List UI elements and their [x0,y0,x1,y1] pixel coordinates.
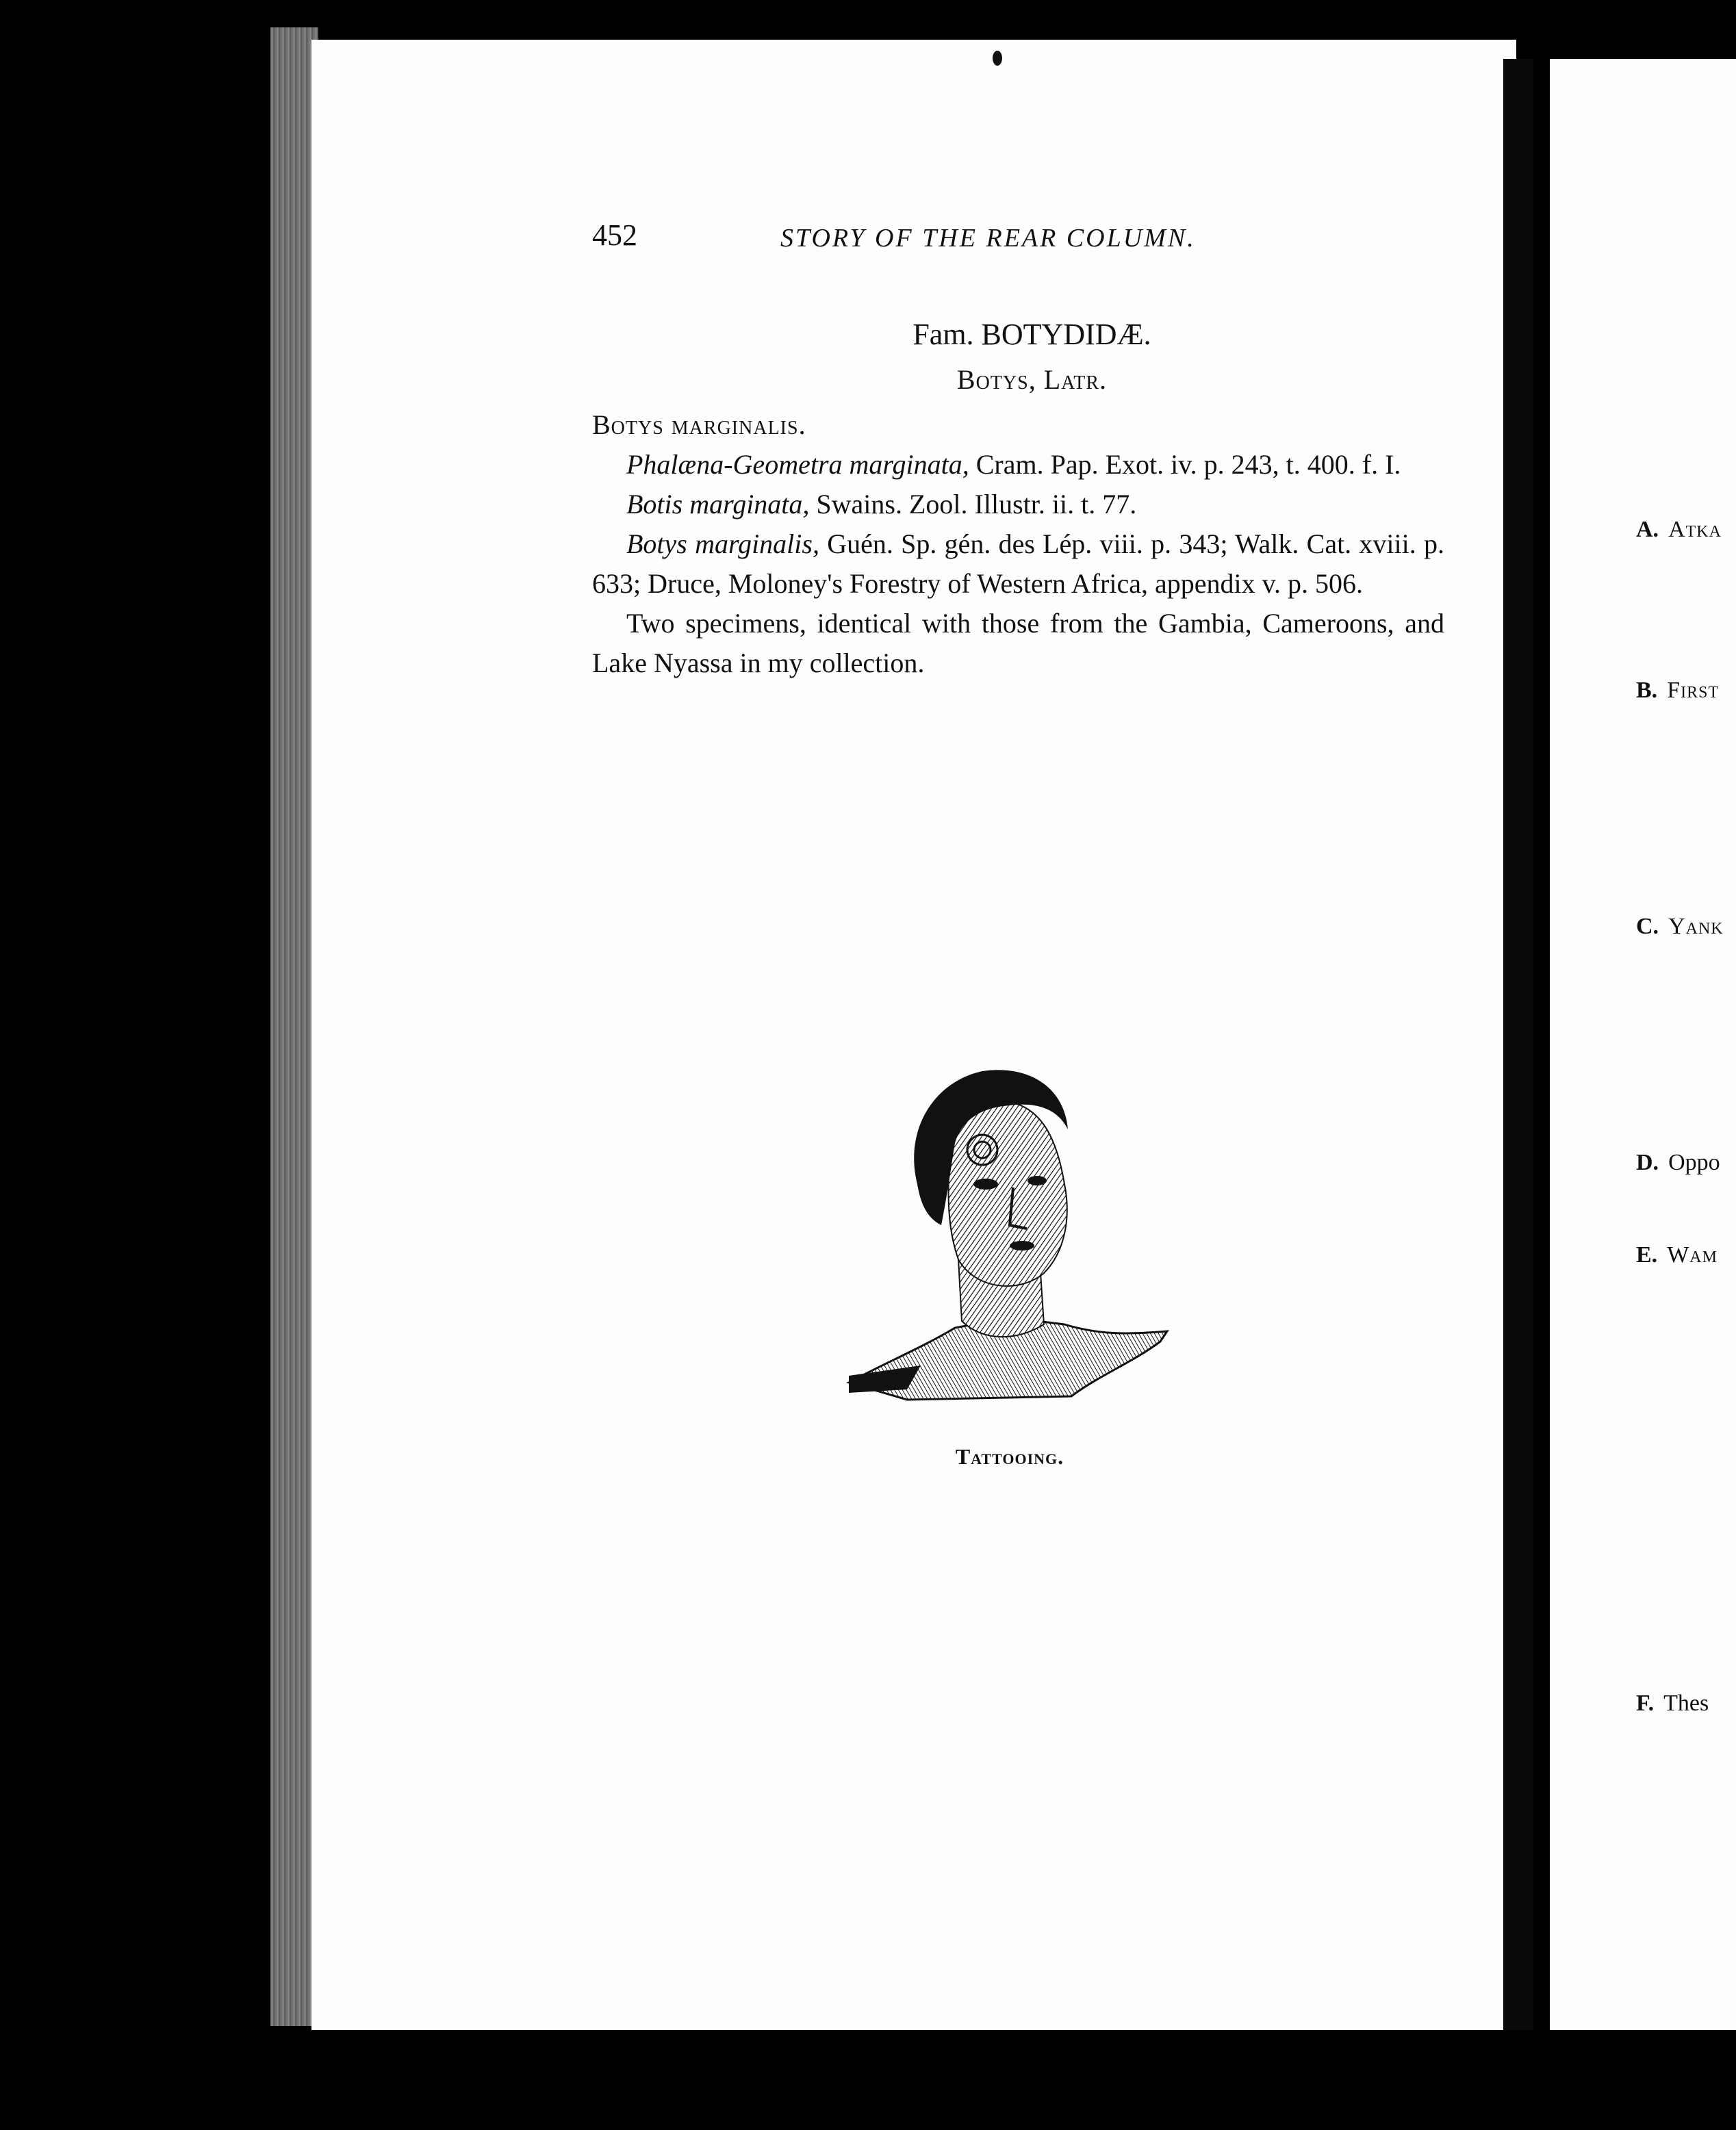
reference-entry [592,445,1444,485]
plate-text: Atka [1668,517,1722,542]
plate-letter: A. [1636,517,1659,542]
plate-text: Wam [1667,1242,1718,1268]
plate-item [1636,517,1722,543]
reference-name: Botis marginata, [626,489,810,519]
genus-heading: Botys, Latr. [956,364,1108,395]
plate-letter: D. [1636,1150,1659,1175]
running-title: STORY OF THE REAR COLUMN. [780,224,1196,253]
species-name: Botys marginalis. [592,409,806,440]
figure-caption: Tattooing. [955,1444,1064,1469]
plate-text: Yank [1668,914,1724,939]
plate-item [1636,1242,1718,1268]
reference-entry [592,524,1444,604]
specimen-note: Two specimens, identical with those from the Gambia, Cameroons, and Lake Nyassa in my collection. [592,608,1444,678]
plate-text: Oppo [1668,1150,1720,1175]
book-gutter [1503,59,1533,2030]
reference-citation: Swains. Zool. Illustr. ii. t. 77. [809,489,1137,519]
plate-item [1636,1691,1709,1717]
plate-letter: B. [1636,678,1658,703]
plate-text: First [1667,678,1720,703]
family-heading: Fam. BOTYDIDÆ. [912,318,1151,351]
facing-plate-list [1636,0,1736,2130]
plate-item [1636,1150,1720,1176]
plate-letter: F. [1636,1691,1655,1716]
portrait-illustration [839,1054,1181,1410]
plate-letter: E. [1636,1242,1658,1268]
plate-item [1636,914,1724,940]
plate-text: Thes [1663,1691,1709,1716]
reference-name: Phalæna-Geometra marginata, [626,449,969,480]
reference-name: Botys marginalis, [626,528,819,559]
reference-citation: Cram. Pap. Exot. iv. p. 243, t. 400. f. I. [969,449,1401,480]
text-block [592,315,1444,683]
reference-citation: Guén. Sp. gén. des Lép. viii. p. 343; Walk. Cat. xviii. p. 633; Druce, Moloney's Forestry of Western Africa, appendix v. p. 506. [592,528,1444,599]
plate-letter: C. [1636,914,1659,939]
ink-mark [993,51,1002,66]
running-head [592,218,1277,259]
page-number: 452 [592,218,637,252]
plate-item [1636,678,1719,704]
reference-entry [592,485,1444,524]
